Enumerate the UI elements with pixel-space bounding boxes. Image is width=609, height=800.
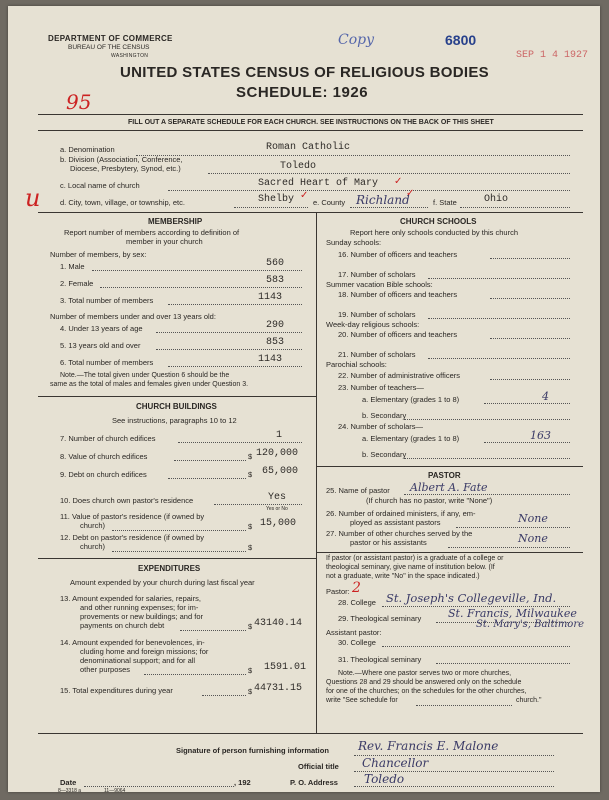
- q10-residence-label: 10. Does church own pastor's residence: [60, 496, 194, 505]
- q27-label-1: 27. Number of other churches served by the: [326, 529, 473, 538]
- q25-hint: (If church has no pastor, write "None"): [366, 496, 493, 505]
- q23a-value: 4: [542, 390, 549, 403]
- parochial-schools-label: Parochial schools:: [326, 360, 387, 369]
- q2-female-value: 583: [266, 275, 285, 286]
- state-label: f. State: [433, 198, 457, 207]
- q13-label-4: payments on church debt: [80, 621, 165, 630]
- schedule-number: 6800: [445, 32, 477, 48]
- pastor-note-4: write "See schedule for: [326, 697, 398, 704]
- signature-value: Rev. Francis E. Malone: [358, 739, 499, 753]
- q29-seminary-value: St. Francis, Milwaukee: [448, 607, 577, 620]
- q27-value: None: [518, 532, 548, 545]
- membership-heading: MEMBERSHIP: [148, 217, 203, 226]
- division-label-1: b. Division (Association, Conference,: [60, 155, 183, 164]
- local-name-value: Sacred Heart of Mary: [258, 178, 379, 189]
- graduate-instruction-1: If pastor (or assistant pastor) is a graduate of a college or: [326, 555, 504, 562]
- membership-note-2: same as the total of males and females given under Question 3.: [50, 381, 249, 388]
- q9-debt-amount: 65,000: [262, 466, 299, 477]
- dollar-sign: $: [248, 543, 253, 552]
- department-heading: DEPARTMENT OF COMMERCE: [48, 34, 173, 43]
- city-label: d. City, town, village, or township, etc.: [60, 198, 185, 207]
- q15-amount: 44731.15: [254, 683, 303, 694]
- q17-label: 17. Number of scholars: [338, 270, 416, 279]
- q9-debt-label: 9. Debt on church edifices: [60, 470, 147, 479]
- dollar-sign: $: [248, 522, 253, 531]
- yes-or-no-hint: Yes or No: [266, 506, 288, 512]
- division-label-2: Diocese, Presbytery, Synod, etc.): [70, 164, 181, 173]
- q14-label-4: other purposes: [80, 665, 131, 674]
- q7-edifices-label: 7. Number of church edifices: [60, 434, 156, 443]
- pastor-note-1: Note.—Where one pastor serves two or more churches,: [338, 670, 512, 677]
- received-date-stamp: SEP 1 4 1927: [516, 50, 589, 61]
- graduate-instruction-3: not a graduate, write "No" in the space indicated.): [326, 573, 480, 580]
- q29-seminary-value-2: St. Mary's, Baltimore: [476, 619, 585, 630]
- schools-subheading: Report here only schools conducted by this church: [350, 228, 519, 237]
- form-code-1: 8—3318 a: [58, 788, 82, 794]
- q11-residence-value-amount: 15,000: [260, 518, 297, 529]
- county-label: e. County: [313, 198, 346, 207]
- red-check-mark: ✓: [406, 188, 415, 199]
- red-annotation-95: 95: [66, 90, 92, 114]
- q12-residence-debt-label-1: 12. Debt on pastor's residence (if owned by: [60, 533, 205, 542]
- membership-subheading-1: Report number of members according to definition of: [64, 228, 240, 237]
- official-title-label: Official title: [298, 762, 339, 771]
- bureau-heading: BUREAU OF THE CENSUS: [68, 44, 150, 51]
- q3-total-value: 1143: [258, 292, 283, 303]
- denomination-value: Roman Catholic: [266, 142, 351, 153]
- q31-label: 31. Theological seminary: [338, 655, 422, 664]
- po-address-value: Toledo: [364, 772, 405, 786]
- pastor-note-5: church.": [516, 697, 542, 704]
- q29-label: 29. Theological seminary: [338, 614, 422, 623]
- official-title-value: Chancellor: [362, 756, 429, 770]
- members-by-age-label: Number of members under and over 13 years old:: [50, 312, 216, 321]
- pastor-note-3: for one of the churches; on the schedules for the other churches,: [326, 688, 527, 695]
- copy-annotation: Copy: [338, 32, 375, 48]
- q25-pastor-name: Albert A. Fate: [410, 481, 488, 494]
- q20-label: 20. Number of officers and teachers: [338, 330, 458, 339]
- red-annotation-u: u: [25, 184, 41, 212]
- q14-label-1: 14. Amount expended for benevolences, in-: [60, 638, 205, 647]
- denomination-label: a. Denomination: [60, 145, 115, 154]
- q6-total-label: 6. Total number of members: [60, 358, 154, 367]
- q24b-label: b. Secondary: [362, 450, 407, 459]
- q25-label: 25. Name of pastor: [326, 486, 390, 495]
- q14-label-3: denominational support; and for all: [80, 656, 196, 665]
- q13-label-2: and other running expenses; for im-: [80, 603, 199, 612]
- dollar-sign: $: [248, 470, 253, 479]
- summer-schools-label: Summer vacation Bible schools:: [326, 280, 433, 289]
- q5-over13-label: 5. 13 years old and over: [60, 341, 141, 350]
- q26-label-2: ployed as assistant pastors: [350, 518, 441, 527]
- q23b-label: b. Secondary: [362, 411, 407, 420]
- weekday-schools-label: Week-day religious schools:: [326, 320, 420, 329]
- county-value: Richland: [356, 193, 410, 207]
- q4-under13-value: 290: [266, 320, 285, 331]
- q27-label-2: pastor or his assistants: [350, 538, 427, 547]
- q22-label: 22. Number of administrative officers: [338, 371, 460, 380]
- members-by-sex-label: Number of members, by sex:: [50, 250, 147, 259]
- buildings-heading: CHURCH BUILDINGS: [136, 402, 217, 411]
- q14-amount: 1591.01: [264, 662, 307, 673]
- schools-heading: CHURCH SCHOOLS: [400, 217, 477, 226]
- q26-value: None: [518, 512, 548, 525]
- form-instruction: FILL OUT A SEPARATE SCHEDULE FOR EACH CHURCH. SEE INSTRUCTIONS ON THE BACK OF THIS SHEET: [128, 119, 494, 126]
- q21-label: 21. Number of scholars: [338, 350, 416, 359]
- q1-male-label: 1. Male: [60, 262, 85, 271]
- dollar-sign: $: [248, 687, 253, 696]
- q28-label: 28. College: [338, 598, 376, 607]
- red-annotation-2: 2: [352, 580, 361, 596]
- q18-label: 18. Number of officers and teachers: [338, 290, 458, 299]
- q5-over13-value: 853: [266, 337, 285, 348]
- q11-residence-value-label-1: 11. Value of pastor's residence (if owned by: [60, 512, 205, 521]
- q11-residence-value-label-2: church): [80, 521, 106, 530]
- membership-note-1: Note.—The total given under Question 6 should be the: [60, 372, 230, 379]
- q23a-label: a. Elementary (grades 1 to 8): [362, 395, 460, 404]
- dollar-sign: $: [248, 452, 253, 461]
- q15-label: 15. Total expenditures during year: [60, 686, 173, 695]
- city-heading: WASHINGTON: [111, 53, 149, 59]
- buildings-subheading: See instructions, paragraphs 10 to 12: [112, 416, 237, 425]
- q3-total-label: 3. Total number of members: [60, 296, 154, 305]
- red-check-mark: ✓: [300, 190, 309, 201]
- q12-residence-debt-label-2: church): [80, 542, 106, 551]
- q13-amount: 43140.14: [254, 618, 303, 629]
- q30-label: 30. College: [338, 638, 376, 647]
- dollar-sign: $: [248, 666, 253, 675]
- q26-label-1: 26. Number of ordained ministers, if any, em-: [326, 509, 476, 518]
- division-value: Toledo: [280, 161, 317, 172]
- date-year-suffix: , 192: [234, 778, 251, 787]
- date-label: Date: [60, 778, 77, 787]
- sunday-schools-label: Sunday schools:: [326, 238, 382, 247]
- form-code-2: 11—9064: [104, 788, 126, 794]
- q19-label: 19. Number of scholars: [338, 310, 416, 319]
- form-schedule-title: SCHEDULE: 1926: [236, 84, 369, 101]
- q24a-label: a. Elementary (grades 1 to 8): [362, 434, 460, 443]
- city-value: Shelby: [258, 194, 295, 205]
- q23-label: 23. Number of teachers—: [338, 383, 424, 392]
- q13-label-3: provements or new buildings; and for: [80, 612, 203, 621]
- dollar-sign: $: [248, 622, 253, 631]
- assistant-pastor-subheading: Assistant pastor:: [326, 628, 382, 637]
- form-title: UNITED STATES CENSUS OF RELIGIOUS BODIES: [120, 64, 489, 81]
- q7-edifices-value: 1: [276, 430, 283, 441]
- q1-male-value: 560: [266, 258, 285, 269]
- q8-value-amount: 120,000: [256, 448, 299, 459]
- q4-under13-label: 4. Under 13 years of age: [60, 324, 143, 333]
- expenditures-heading: EXPENDITURES: [138, 564, 201, 573]
- pastor-heading: PASTOR: [428, 471, 461, 480]
- q2-female-label: 2. Female: [60, 279, 94, 288]
- po-address-label: P. O. Address: [290, 778, 338, 787]
- pastor-subheading: Pastor:: [326, 587, 350, 596]
- signature-label: Signature of person furnishing information: [176, 746, 329, 755]
- expenditures-subheading: Amount expended by your church during last fiscal year: [70, 578, 255, 587]
- q10-residence-value: Yes: [268, 492, 287, 503]
- graduate-instruction-2: theological seminary, give name of institution below. (If: [326, 564, 495, 571]
- q8-value-label: 8. Value of church edifices: [60, 452, 148, 461]
- q28-college-value: St. Joseph's Collegeville, Ind.: [386, 591, 557, 605]
- membership-subheading-2: member in your church: [126, 237, 203, 246]
- q16-label: 16. Number of officers and teachers: [338, 250, 458, 259]
- q6-total-value: 1143: [258, 354, 283, 365]
- local-name-label: c. Local name of church: [60, 181, 140, 190]
- state-value: Ohio: [484, 194, 509, 205]
- census-schedule-form: [8, 6, 600, 792]
- pastor-note-2: Questions 28 and 29 should be answered only on the schedule: [326, 679, 522, 686]
- q24-label: 24. Number of scholars—: [338, 422, 424, 431]
- red-check-mark: ✓: [394, 176, 403, 187]
- q13-label-1: 13. Amount expended for salaries, repairs,: [60, 594, 201, 603]
- q24a-value: 163: [530, 429, 551, 442]
- q14-label-2: cluding home and foreign missions; for: [80, 647, 209, 656]
